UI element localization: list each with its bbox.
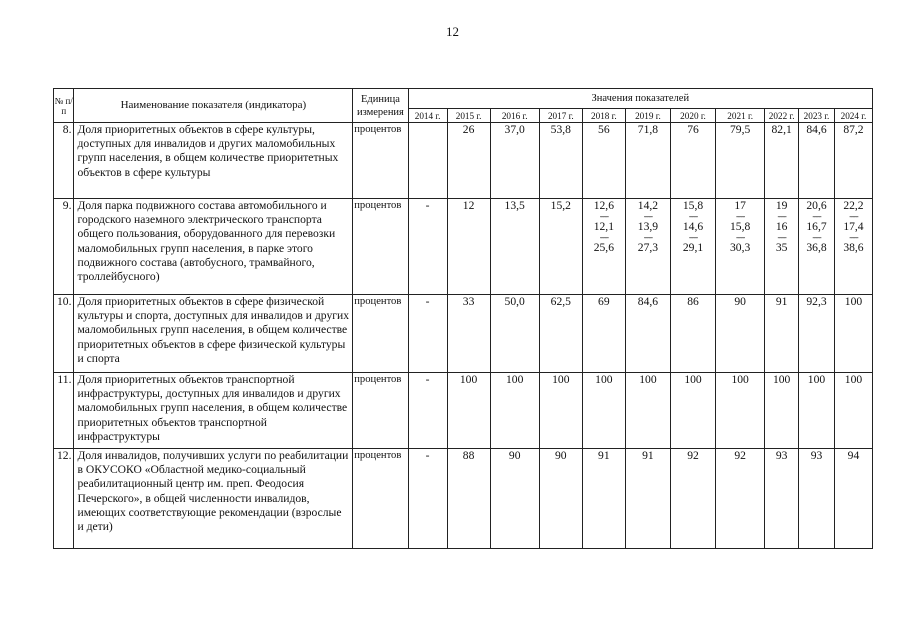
row-value-2019: 71,8: [625, 123, 670, 199]
row-value-2014: -: [408, 295, 447, 373]
row-number: 11.: [54, 373, 74, 449]
row-indicator-name: Доля инвалидов, получивших услуги по реабилитации в ОКУСОКО «Областной медико-социальный реабилитационный центр им. преп. Феодосия Печерского», в общей численности инвалидов, имеющих соответствующие рекомендации (взрослые и дети): [74, 449, 353, 549]
row-value-2014: -: [408, 199, 447, 295]
table-row: [54, 123, 873, 199]
row-value-2018: 12,6 ----- 12,1 ----- 25,6: [582, 199, 625, 295]
row-unit: процентов: [353, 449, 408, 549]
header-year-1: 2015 г.: [447, 109, 490, 123]
header-name: Наименование показателя (индикатора): [74, 89, 353, 123]
header-year-9: 2023 г.: [799, 109, 835, 123]
row-value-2022: 100: [765, 373, 799, 449]
row-value-2017: 53,8: [539, 123, 582, 199]
row-value-2017: 100: [539, 373, 582, 449]
row-value-2021: 92: [716, 449, 765, 549]
row-unit: процентов: [353, 199, 408, 295]
row-value-2023: 93: [799, 449, 835, 549]
header-year-5: 2019 г.: [625, 109, 670, 123]
row-value-2017: 15,2: [539, 199, 582, 295]
row-value-2019: 14,2 ----- 13,9 ----- 27,3: [625, 199, 670, 295]
row-number: 10.: [54, 295, 74, 373]
header-unit-line1: Единица: [360, 93, 400, 105]
row-value-2021: 17 ----- 15,8 ----- 30,3: [716, 199, 765, 295]
page-number: 12: [446, 24, 459, 39]
header-num: № п/п: [54, 89, 74, 123]
header-year-0: 2014 г.: [408, 109, 447, 123]
row-value-2024: 100: [834, 295, 872, 373]
row-value-2020: 76: [670, 123, 715, 199]
header-unit-line2: измерения: [356, 106, 404, 118]
header-year-3: 2017 г.: [539, 109, 582, 123]
row-indicator-name: Доля приоритетных объектов транспортной инфраструктуры, доступных для инвалидов и других маломобильных групп населения, в общем количестве приоритетных объектов транспортной инфраструктуры: [74, 373, 353, 449]
row-value-2016: 37,0: [490, 123, 539, 199]
row-value-2021: 100: [716, 373, 765, 449]
row-value-2021: 79,5: [716, 123, 765, 199]
row-value-2016: 13,5: [490, 199, 539, 295]
row-value-2015: 33: [447, 295, 490, 373]
row-value-2023: 92,3: [799, 295, 835, 373]
header-year-10: 2024 г.: [834, 109, 872, 123]
row-unit: процентов: [353, 123, 408, 199]
row-value-2019: 100: [625, 373, 670, 449]
row-value-2020: 92: [670, 449, 715, 549]
row-value-2016: 50,0: [490, 295, 539, 373]
table-row: [54, 373, 873, 449]
row-value-2020: 86: [670, 295, 715, 373]
row-indicator-name: Доля парка подвижного состава автомобильного и городского наземного электрического транспорта общего пользования, оборудованного для перевозки маломобильных групп населения, в парке этого подвижного состава (автобусного, трамвайного, троллейбусного): [74, 199, 353, 295]
row-value-2019: 84,6: [625, 295, 670, 373]
row-value-2023: 20,6 ----- 16,7 ----- 36,8: [799, 199, 835, 295]
row-value-2015: 100: [447, 373, 490, 449]
row-value-2024: 94: [834, 449, 872, 549]
table-row: [54, 199, 873, 295]
row-value-2015: 12: [447, 199, 490, 295]
row-value-2022: 19 ----- 16 ----- 35: [765, 199, 799, 295]
header-year-7: 2021 г.: [716, 109, 765, 123]
row-value-2024: 22,2 ----- 17,4 ----- 38,6: [834, 199, 872, 295]
table-row: [54, 449, 873, 549]
row-value-2022: 93: [765, 449, 799, 549]
row-unit: процентов: [353, 295, 408, 373]
header-year-4: 2018 г.: [582, 109, 625, 123]
row-value-2016: 90: [490, 449, 539, 549]
row-value-2018: 69: [582, 295, 625, 373]
header-unit: [353, 89, 408, 123]
row-value-2023: 84,6: [799, 123, 835, 199]
row-value-2020: 15,8 ----- 14,6 ----- 29,1: [670, 199, 715, 295]
row-value-2018: 91: [582, 449, 625, 549]
row-value-2024: 87,2: [834, 123, 872, 199]
row-value-2022: 82,1: [765, 123, 799, 199]
row-value-2024: 100: [834, 373, 872, 449]
row-value-2017: 90: [539, 449, 582, 549]
row-value-2018: 56: [582, 123, 625, 199]
row-value-2023: 100: [799, 373, 835, 449]
row-number: 9.: [54, 199, 74, 295]
row-value-2018: 100: [582, 373, 625, 449]
row-indicator-name: Доля приоритетных объектов в сфере физической культуры и спорта, доступных для инвалидов и других маломобильных групп населения, в общем количестве приоритетных объектов в сфере физической культуры и спорта: [74, 295, 353, 373]
row-value-2020: 100: [670, 373, 715, 449]
header-year-6: 2020 г.: [670, 109, 715, 123]
row-value-2014: -: [408, 373, 447, 449]
row-value-2015: 26: [447, 123, 490, 199]
row-unit: процентов: [353, 373, 408, 449]
row-indicator-name: Доля приоритетных объектов в сфере культуры, доступных для инвалидов и других маломобильных групп населения, в общем количестве приоритетных объектов в сфере культуры: [74, 123, 353, 199]
row-value-2021: 90: [716, 295, 765, 373]
row-number: 8.: [54, 123, 74, 199]
row-value-2019: 91: [625, 449, 670, 549]
table-row: [54, 295, 873, 373]
header-year-2: 2016 г.: [490, 109, 539, 123]
row-value-2015: 88: [447, 449, 490, 549]
indicators-table: [53, 88, 873, 549]
row-value-2014: [408, 123, 447, 199]
header-year-8: 2022 г.: [765, 109, 799, 123]
row-value-2022: 91: [765, 295, 799, 373]
row-value-2017: 62,5: [539, 295, 582, 373]
row-value-2014: -: [408, 449, 447, 549]
row-number: 12.: [54, 449, 74, 549]
header-values-group: Значения показателей: [408, 89, 872, 109]
row-value-2016: 100: [490, 373, 539, 449]
